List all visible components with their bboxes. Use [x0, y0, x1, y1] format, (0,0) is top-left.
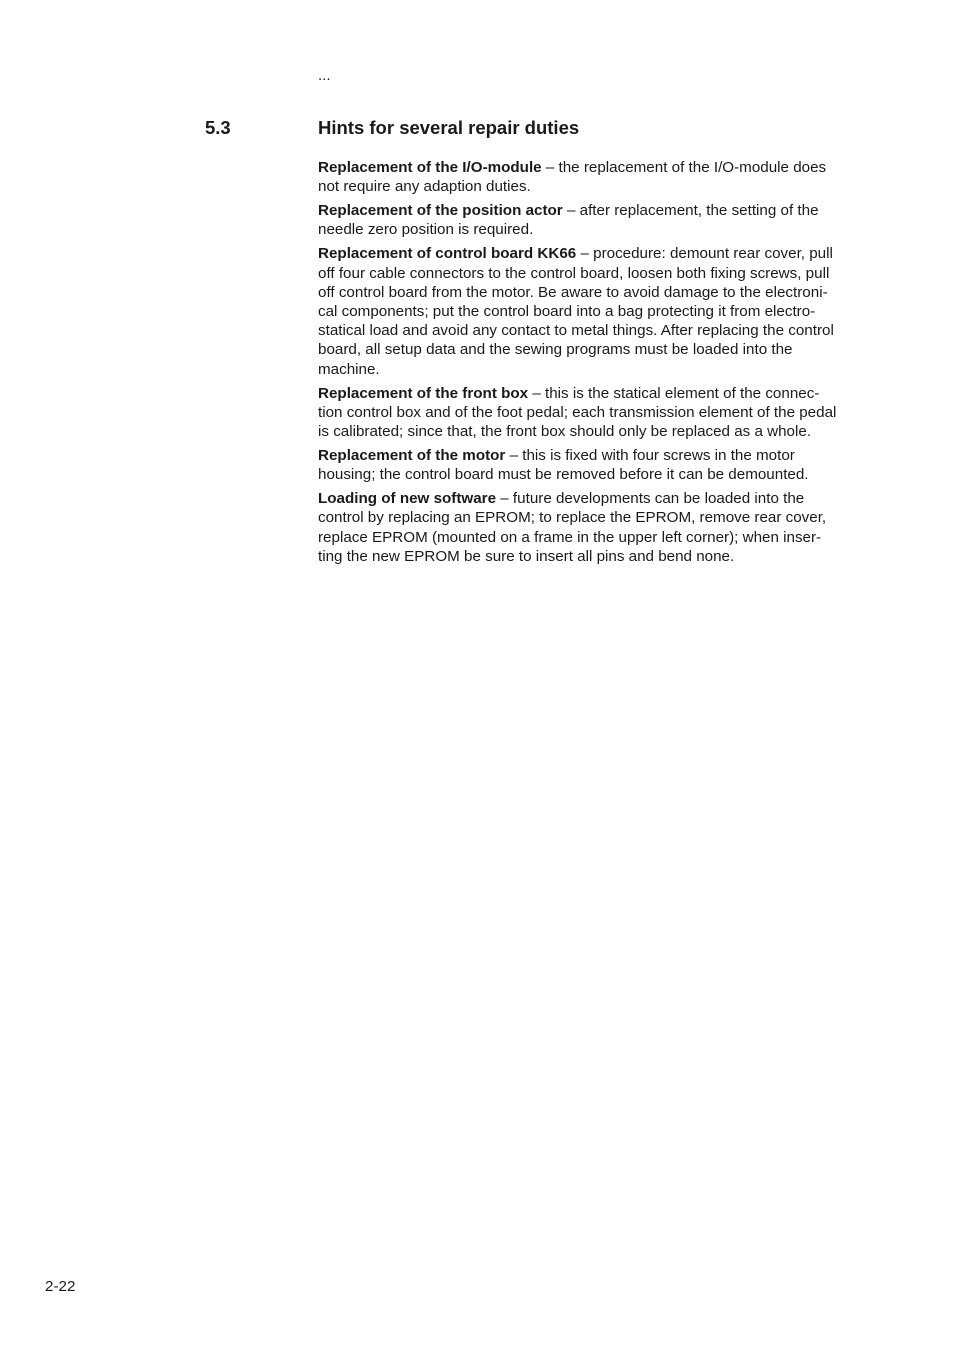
paragraph-text: – future developments can be loaded into the [496, 490, 805, 508]
paragraph-line [318, 244, 864, 263]
paragraph [318, 158, 864, 196]
paragraph-line [318, 158, 864, 177]
paragraph-line [318, 528, 864, 547]
section-number: 5.3 [205, 117, 231, 138]
paragraph-line [318, 465, 864, 484]
paragraph-term: Replacement of control board KK66 [318, 245, 577, 263]
paragraph-line [318, 360, 864, 379]
paragraph [318, 446, 864, 484]
paragraph-text: not require any adaption duties. [318, 178, 531, 196]
paragraph-text: tion control box and of the foot pedal; each transmission element of the pedal [318, 403, 837, 421]
paragraph-term: Loading of new software [318, 490, 497, 508]
paragraph-text: board, all setup data and the sewing programs must be loaded into the [318, 341, 793, 359]
paragraph-line [318, 508, 864, 527]
paragraph-text: cal components; put the control board into a bag protecting it from electro- [318, 303, 816, 321]
page-number: 2-22 [45, 1278, 76, 1295]
paragraph-line [318, 384, 864, 403]
paragraph-text: needle zero position is required. [318, 221, 534, 239]
paragraph-term: Replacement of the front box [318, 384, 529, 402]
paragraph-line [318, 422, 864, 441]
paragraph-line [318, 321, 864, 340]
paragraph-text: – procedure: demount rear cover, pull [576, 245, 833, 263]
paragraph-line [318, 283, 864, 302]
paragraph-text: – the replacement of the I/O-module does [541, 159, 827, 176]
paragraph-text: statical load and avoid any contact to metal things. After replacing the control [318, 322, 834, 340]
paragraph-term: Replacement of the position actor [318, 202, 563, 220]
paragraph-text: ting the new EPROM be sure to insert all pins and bend none. [318, 547, 735, 565]
paragraph [318, 489, 864, 566]
continuation-ellipsis: ... [318, 67, 331, 84]
paragraph-line [318, 446, 864, 465]
paragraph-text: off four cable connectors to the control board, loosen both fixing screws, pull [318, 264, 830, 282]
section-title: Hints for several repair duties [318, 117, 580, 138]
paragraph-text: control by replacing an EPROM; to replace the EPROM, remove rear cover, [318, 509, 827, 527]
paragraph-text: machine. [318, 360, 380, 378]
paragraph [318, 201, 864, 239]
paragraph-text: replace EPROM (mounted on a frame in the upper left corner); when inser- [318, 528, 822, 546]
paragraph-text: off control board from the motor. Be aware to avoid damage to the electroni- [318, 283, 828, 301]
paragraph-line [318, 547, 864, 566]
paragraph-line [318, 403, 864, 422]
paragraph-text: housing; the control board must be removed before it can be demounted. [318, 466, 809, 484]
paragraph-text: – after replacement, the setting of the [562, 202, 819, 220]
paragraph-text: is calibrated; since that, the front box should only be replaced as a whole. [318, 423, 812, 441]
paragraph-line [318, 177, 864, 196]
paragraph-line [318, 220, 864, 239]
paragraph-term: Replacement of the I/O-module [318, 159, 542, 176]
paragraph-line [318, 340, 864, 359]
paragraph-line [318, 489, 864, 508]
paragraph [318, 384, 864, 442]
paragraph-term: Replacement of the motor [318, 447, 506, 465]
paragraph [318, 244, 864, 378]
paragraph-line [318, 264, 864, 283]
paragraph-text: – this is fixed with four screws in the motor [505, 447, 795, 465]
section-body [318, 158, 864, 571]
paragraph-line [318, 201, 864, 220]
paragraph-line [318, 302, 864, 321]
paragraph-text: – this is the statical element of the connec- [528, 384, 820, 402]
